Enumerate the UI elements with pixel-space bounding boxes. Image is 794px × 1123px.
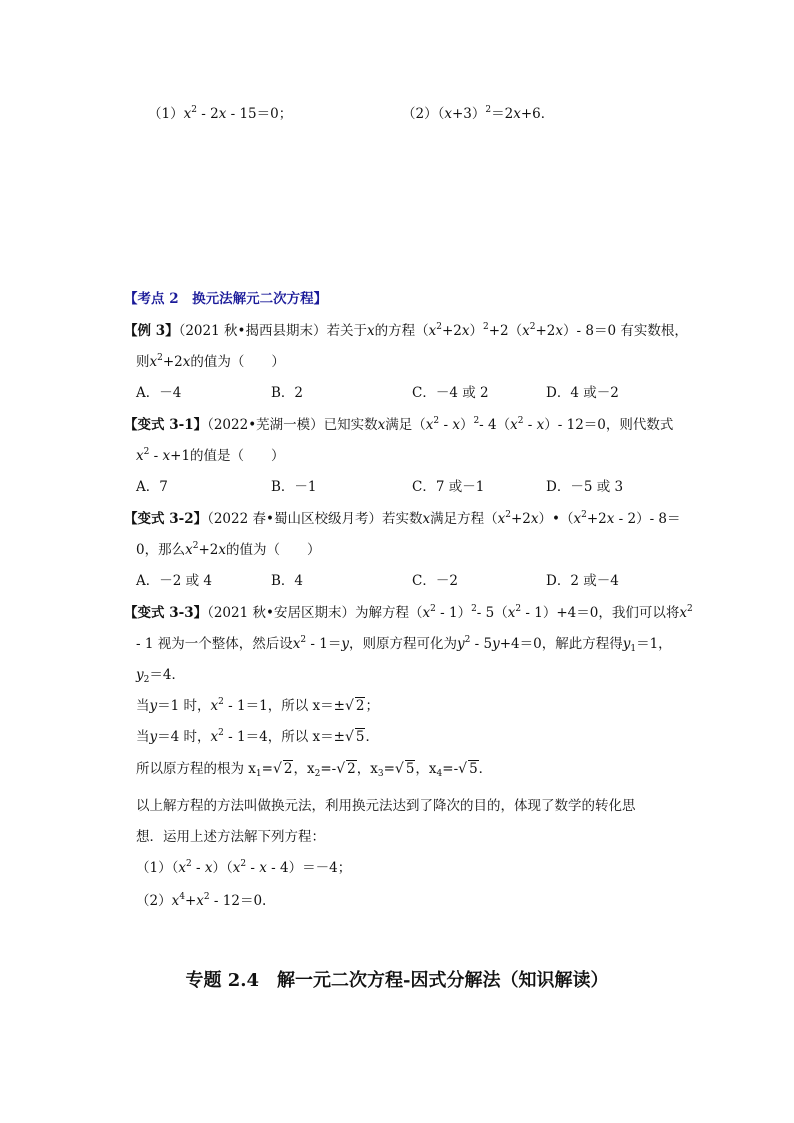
sqrt-icon: √	[458, 761, 468, 777]
method-line2: 想．运用上述方法解下列方程：	[136, 829, 325, 845]
roots-line: 所以原方程的根为 $x_1=√$ 2，$x_2=-√$ 2，$x_3=√$ 5，$x_4=-√$ 5．	[136, 761, 493, 779]
option-a[interactable]: A．－4	[136, 385, 182, 401]
variant33-stem: 【变式 3-3】（2021 秋•安居区期末）为解方程$(x^2 - 1)^2-$ $5(x^2 - 1)+4=0$，我们可以将$x^2$	[124, 604, 693, 621]
sqrt-icon: √	[344, 729, 354, 745]
option-c[interactable]: C．－2	[412, 573, 458, 589]
option-b[interactable]: B．4	[271, 573, 304, 589]
example3-stem: 【例 3】（2021 秋•揭西县期末）若关于x的方程$(x^2+2x)^2+2(x^2+2x)-$ 8＝0 有实数根，	[124, 322, 688, 339]
option-d[interactable]: D．－5 或 3	[546, 479, 624, 495]
case-y4: 当y＝4 时，$x^2 - 1=4$，所以 x＝±√ 5．	[136, 728, 379, 745]
top-problem-1: $(1)x^2 - 2x - 15=0$；	[148, 105, 293, 122]
case-y1: 当y＝1 时，$x^2 - 1=1$，所以 x＝±√ 2；	[136, 697, 379, 714]
next-section-title: 专题 2.4 解一元二次方程-因式分解法（知识解读）	[185, 970, 609, 991]
option-b[interactable]: B．－1	[271, 479, 317, 495]
option-b[interactable]: B．2	[271, 385, 304, 401]
variant33-line2: - 1 视为一个整体，然后设$x^2 - 1=y$，则原方程可化为$y^2 - 5y+4=0$，解此方程得$y_1=1$，	[136, 635, 672, 654]
variant31-stem-line2: $x^2 - x+1$的值是（ ）	[136, 447, 285, 464]
option-a[interactable]: A．7	[136, 479, 168, 495]
top-problem-2: $(2)(x+3)^2=2x+6$．	[402, 105, 555, 122]
sqrt-icon: √	[336, 761, 346, 777]
section-heading: 【考点 2 换元法解元二次方程】	[124, 291, 328, 307]
method-line1: 以上解方程的方法叫做换元法，利用换元法达到了降次的目的，体现了数学的转化思	[136, 798, 636, 814]
option-c[interactable]: C．－4 或 2	[412, 385, 489, 401]
variant32-stem-line2: 0，那么$x^2+2x$的值为（ ）	[136, 541, 321, 558]
example3-stem-line2: 则$x^2+2x$的值为（ ）	[136, 353, 285, 370]
sqrt-icon: √	[394, 761, 404, 777]
option-a[interactable]: A．－2 或 4	[136, 573, 213, 589]
option-d[interactable]: D．4 或－2	[546, 385, 619, 401]
variant32-stem: 【变式 3-2】（2022 春•蜀山区校级月考）若实数x满足方程$(x^2+2x)•(x^2+2x - 2)-$ 8＝	[124, 510, 681, 527]
sqrt-icon: √	[272, 761, 282, 777]
question-1: $(1)(x^2 - x)(x^2 - x - 4)=-4$；	[136, 859, 352, 876]
option-c[interactable]: C．7 或－1	[412, 479, 485, 495]
variant31-stem: 【变式 3-1】（2022•芜湖一模）已知实数x满足$(x^2 - x)^2-$ $4(x^2 - x)-$ 12＝0，则代数式	[124, 416, 674, 433]
option-d[interactable]: D．2 或－4	[546, 573, 619, 589]
variant33-line3: $y_2=4$．	[136, 667, 185, 685]
question-2: $(2)x^4+x^2 - 12=0$.	[136, 892, 267, 909]
sqrt-icon: √	[344, 698, 354, 714]
